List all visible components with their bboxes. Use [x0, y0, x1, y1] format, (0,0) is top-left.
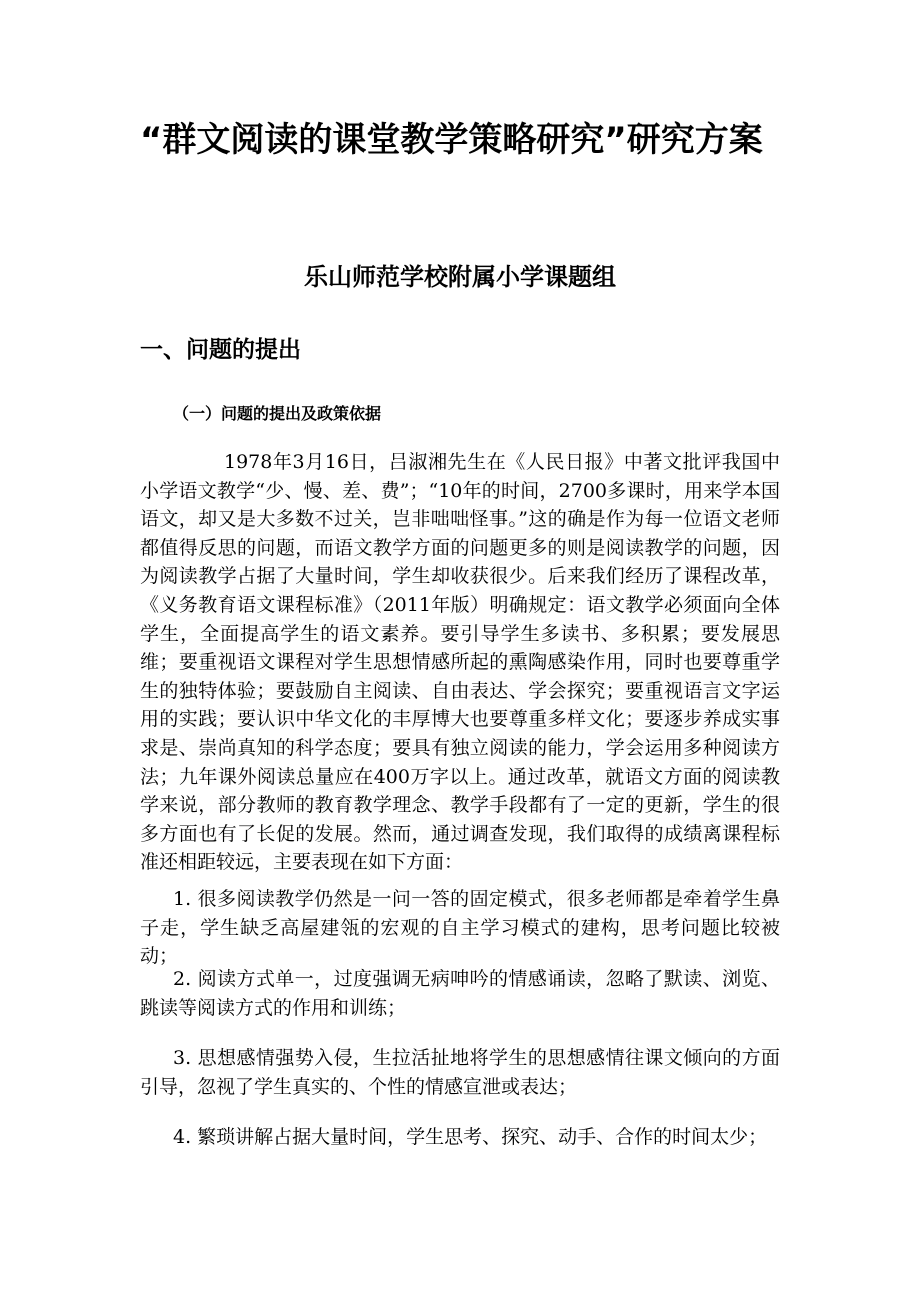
intro-paragraph: 1978年3月16日，吕淑湘先生在《人民日报》中著文批评我国中小学语文教学“少、慢、差、费”；“10年的时间，2700多课时，用来学本国语文，却又是大多数不过关，岂非咄咄怪事。”这的确是作为每一位语文老师都值得反思的问题，而语文教学方面的问题更多的则是阅读教学的问题，因为阅读教学占据了大量时间，学生却收获很少。后来我们经历了课程改革，《义务教育语文课程标准》（2011年版）明确规定：语文教学必须面向全体学生，全面提高学生的语文素养。要引导学生多读书、多积累；要发展思维；要重视语文课程对学生思想情感所起的熏陶感染作用，同时也要尊重学生的独特体验；要鼓励自主阅读、自由表达、学会探究；要重视语言文字运用的实践；要认识中华文化的丰厚博大也要尊重多样文化；要逐步养成实事求是、崇尚真知的科学态度；要具有独立阅读的能力，学会运用多种阅读方法；九年课外阅读总量应在400万字以上。通过改革，就语文方面的阅读教学来说，部分教师的教育教学理念、教学手段都有了一定的更新，学生的很多方面也有了长促的发展。然而，通过调查发现，我们取得的成绩离课程标准还相距较远，主要表现在如下方面： — [140, 451, 780, 874]
document-subtitle: 乐山师范学校附属小学课题组 — [304, 263, 616, 291]
list-item: 3. 思想感情强势入侵，生拉活扯地将学生的思想感情往课文倾向的方面引导，忽视了学生真实的、个性的情感宣泄或表达； — [140, 1047, 780, 1098]
document-title: “群文阅读的课堂教学策略研究”研究方案 — [140, 120, 763, 160]
section-heading: 一、问题的提出 — [140, 337, 301, 363]
list-item: 4. 繁琐讲解占据大量时间，学生思考、探究、动手、合作的时间太少； — [173, 1126, 768, 1148]
list-item: 1. 很多阅读教学仍然是一问一答的固定模式，很多老师都是牵着学生鼻子走，学生缺乏高屋建瓴的宏观的自主学习模式的建构，思考问题比较被动； — [140, 888, 780, 968]
list-item: 2. 阅读方式单一，过度强调无病呻吟的情感诵读，忽略了默读、浏览、跳读等阅读方式的作用和训练； — [140, 968, 780, 1019]
subsection-heading: （一）问题的提出及政策依据 — [173, 404, 382, 423]
